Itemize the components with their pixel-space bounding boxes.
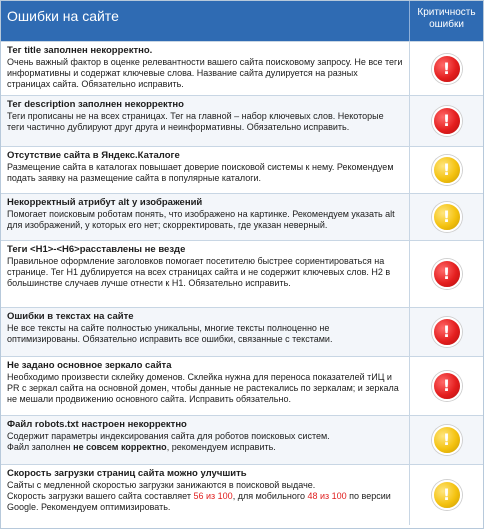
error-title: Не задано основное зеркало сайта (7, 360, 172, 371)
error-text: Помогает поисковым роботам понять, что изображено на картинке. Рекомендуем указать alt для изображений, у которых его нет; скорректировать, где указан неверный. (7, 209, 395, 230)
table-title: Ошибки на сайте (1, 1, 410, 41)
table-row (1, 146, 483, 193)
criticality-cell (410, 147, 483, 193)
text-fragment: Файл заполнен (7, 442, 74, 452)
error-description-cell (1, 42, 410, 95)
critical-warning-icon (432, 54, 462, 84)
criticality-header (410, 1, 483, 41)
emphasis-text: не совсем корректно (73, 442, 167, 452)
error-text: Очень важный фактор в оценке релевантности вашего сайта поисковому запросу. Не все теги информативны и содержат ключевые слова. Название сайта дулируется на разных страницах сайта. Обязательно исправить. (7, 57, 403, 89)
criticality-cell (410, 96, 483, 146)
criticality-cell (410, 42, 483, 95)
error-text: Правильное оформление заголовков помогает посетителю быстрее сориентироваться на странице. Тег H1 дублируется на всех страницах сайта и не содержит ключевых слов. H2 в большинстве случаев лучше отнести к H1. Обязательно исправить. (7, 256, 391, 288)
text-fragment: , рекомендуем исправить. (166, 442, 276, 452)
score-value: 56 из 100 (193, 491, 233, 501)
table-row (1, 95, 483, 146)
error-text-secondary (7, 442, 403, 453)
criticality-cell (410, 465, 483, 525)
exclamation-icon: ! (442, 111, 451, 130)
critical-warning-icon (432, 317, 462, 347)
exclamation-icon: ! (442, 430, 451, 449)
error-text: Необходимо произвести склейку доменов. Склейка нужна для переноса показателей тИЦ и PR с зеркал сайта на основной домен, чтобы данные не растекались по зеркалам; и зеркала не мешали продвижению основного сайта. Исправить обязательно. (7, 372, 399, 404)
table-row (1, 415, 483, 464)
exclamation-icon: ! (442, 485, 451, 504)
error-description-cell (1, 465, 410, 525)
error-title: Некорректный атрибут alt у изображений (7, 197, 203, 208)
error-title: Ошибки в текстах на сайте (7, 311, 134, 322)
error-description-cell (1, 147, 410, 193)
exclamation-icon: ! (442, 58, 451, 78)
error-description-cell (1, 96, 410, 146)
warning-icon (432, 480, 462, 510)
text-fragment: Скорость загрузки вашего сайта составляет (7, 491, 194, 501)
error-text: Сайты с медленной скоростью загрузки занижаются в поисковой выдаче. (7, 480, 316, 490)
error-title: Тег description заполнен некорректно (7, 99, 184, 110)
table-row (1, 307, 483, 356)
error-description-cell (1, 194, 410, 240)
exclamation-icon: ! (442, 264, 451, 283)
error-description-cell (1, 308, 410, 356)
criticality-cell (410, 308, 483, 356)
critical-warning-icon (432, 106, 462, 136)
error-title: Теги <H1>-<H6>расставлены не везде (7, 244, 186, 255)
criticality-cell (410, 416, 483, 464)
table-row (1, 356, 483, 415)
criticality-header-line2: ошибки (429, 19, 464, 30)
warning-icon (432, 425, 462, 455)
table-row (1, 193, 483, 240)
error-description-cell (1, 416, 410, 464)
table-row (1, 240, 483, 307)
error-title: Файл robots.txt настроен некорректно (7, 419, 187, 430)
exclamation-icon: ! (442, 160, 451, 179)
error-title: Отсутствие сайта в Яндекс.Каталоге (7, 150, 180, 161)
criticality-cell (410, 357, 483, 415)
table-row (1, 41, 483, 95)
table-header (1, 1, 483, 41)
text-fragment: по версии Google. Рекомендуем оптимизировать. (7, 491, 391, 512)
criticality-cell (410, 241, 483, 307)
criticality-header-line1: Критичность (417, 7, 476, 18)
critical-warning-icon (432, 259, 462, 289)
exclamation-icon: ! (442, 376, 451, 395)
exclamation-icon: ! (442, 322, 451, 341)
error-text-secondary (7, 491, 403, 513)
error-text: Содержит параметры индексирования сайта для роботов поисковых систем. (7, 431, 330, 441)
text-fragment: , для мобильного (232, 491, 308, 501)
error-text: Размещение сайта в каталогах повышает доверие поисковой системы к нему. Рекомендуем подать заявку на размещение сайта в популярные каталоги. (7, 162, 394, 183)
warning-icon (432, 155, 462, 185)
warning-icon (432, 202, 462, 232)
error-text: Теги прописаны не на всех страницах. Тег на главной – набор ключевых слов. Некоторые теги частично дублируют друг друга и неинформативны. Обязательно исправить. (7, 111, 384, 132)
error-description-cell (1, 357, 410, 415)
table-row (1, 464, 483, 525)
error-description-cell (1, 241, 410, 307)
error-text: Не все тексты на сайте полностью уникальны, многие тексты полноценно не оптимизированы. Обязательно исправить все ошибки, связанные с текстами. (7, 323, 333, 344)
error-title: Тег title заполнен некорректно. (7, 45, 153, 56)
error-title: Скорость загрузки страниц сайта можно улучшить (7, 468, 247, 479)
critical-warning-icon (432, 371, 462, 401)
exclamation-icon: ! (442, 207, 451, 226)
score-value: 48 из 100 (307, 491, 347, 501)
criticality-cell (410, 194, 483, 240)
